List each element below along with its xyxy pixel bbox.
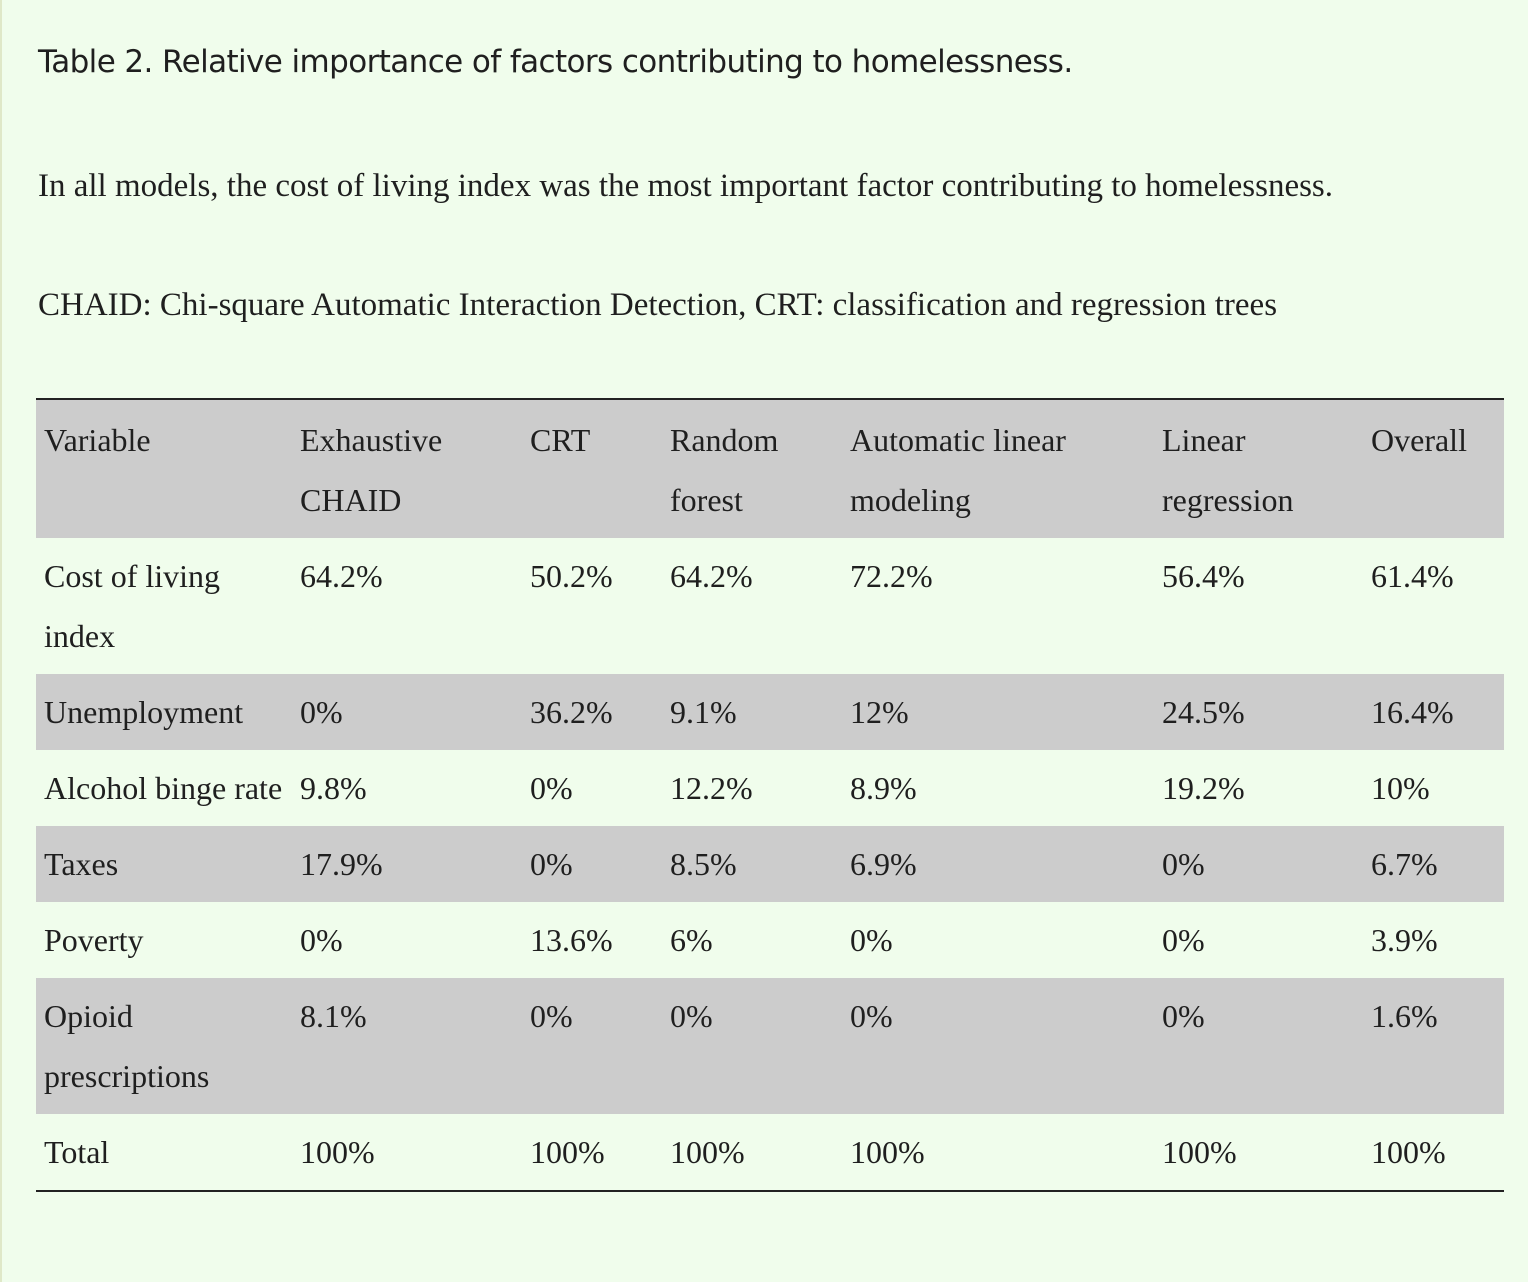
table-cell: Opioid prescriptions [44,998,210,1094]
table-note-abbreviations: CHAID: Chi-square Automatic Interaction Detection, CRT: classification and regression trees [38,287,1278,323]
table-cell: 13.6% [530,922,613,958]
table-cell: 17.9% [300,846,383,882]
table-cell: 56.4% [1162,558,1245,594]
table-cell: 6.7% [1371,846,1438,882]
table-cell: Unemployment [44,694,244,730]
table-cell: 64.2% [300,558,383,594]
table-cell: 61.4% [1371,558,1454,594]
header-automatic-linear-modeling: Automatic linear modeling [850,422,1066,518]
table-cell: 19.2% [1162,770,1245,806]
importance-table [36,398,1504,1192]
table-cell: Total [44,1134,110,1170]
table-row [36,750,1504,826]
table-note-summary: In all models, the cost of living index was the most important factor contributing to homelessness. [38,168,1334,204]
table-cell: 8.1% [300,998,367,1034]
header-exhaustive-chaid: Exhaustive CHAID [300,422,443,518]
table-cell: 6.9% [850,846,917,882]
table-cell: 0% [300,922,343,958]
header-crt: CRT [530,422,591,458]
table-cell: 0% [670,998,713,1034]
table-header-row [36,399,1504,538]
table-cell: 6% [670,922,713,958]
table-cell: 24.5% [1162,694,1245,730]
table-row [36,978,1504,1114]
table-cell: 0% [530,846,573,882]
table-cell: 0% [1162,846,1205,882]
table-cell: Poverty [44,922,144,958]
table-row [36,826,1504,902]
table-cell: 8.9% [850,770,917,806]
table-cell: 0% [1162,922,1205,958]
table-cell: 72.2% [850,558,933,594]
table-caption-title: Table 2. Relative importance of factors contributing to homelessness. [38,44,1073,80]
header-random-forest: Random forest [670,422,779,518]
table-cell: 100% [1162,1134,1237,1170]
table-cell: Taxes [44,846,119,882]
table-cell: 12% [850,694,909,730]
table-cell: 50.2% [530,558,613,594]
table-cell: 100% [300,1134,375,1170]
table-cell: 0% [850,922,893,958]
table-cell: 3.9% [1371,922,1438,958]
table-row [36,538,1504,674]
table-cell: 0% [1162,998,1205,1034]
table-cell: 0% [530,998,573,1034]
table-cell: 36.2% [530,694,613,730]
table-row [36,674,1504,750]
table-cell: 100% [530,1134,605,1170]
header-variable: Variable [44,422,151,458]
table-cell: 10% [1371,770,1430,806]
table-cell: 16.4% [1371,694,1454,730]
table-cell: 100% [850,1134,925,1170]
table-cell: 0% [530,770,573,806]
table-cell: Cost of living index [44,558,221,654]
header-linear-regression: Linear regression [1162,422,1294,518]
table-row [36,902,1504,978]
table-cell: 0% [300,694,343,730]
table-row-total [36,1114,1504,1191]
table-cell: 64.2% [670,558,753,594]
table-cell: 12.2% [670,770,753,806]
table-cell: 1.6% [1371,998,1438,1034]
table-cell: Alcohol binge rate [44,770,283,806]
table-cell: 8.5% [670,846,737,882]
table-cell: 0% [850,998,893,1034]
table-cell: 9.1% [670,694,737,730]
table-cell: 9.8% [300,770,367,806]
table-cell: 100% [670,1134,745,1170]
header-overall: Overall [1371,422,1467,458]
table-cell: 100% [1371,1134,1446,1170]
